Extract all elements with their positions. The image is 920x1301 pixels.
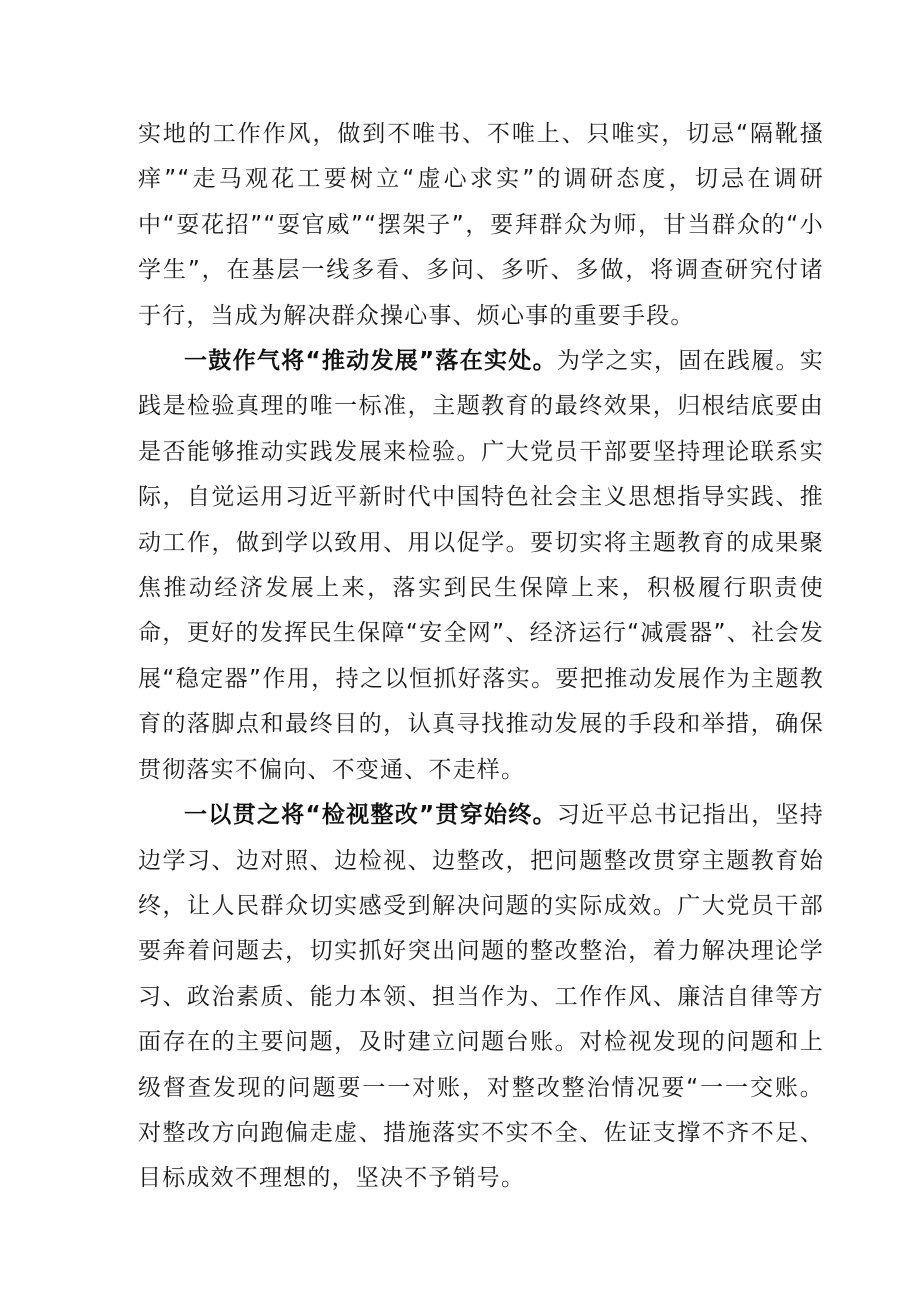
paragraph-text: 为学之实，固在践履。实践是检验真理的唯一标准，主题教育的最终效果，归根结底要由是否能够推动实践发展来检验。广大党员干部要坚持理论联系实际，自觉运用习近平新时代中国特色社会主义思想指导实践、推动工作，做到学以致用、用以促学。要切实将主题教育的成果聚焦推动经济发展上来，落实到民生保障上来，积极履行职责使命，更好的发挥民生保障“安全网”、经济运行“减震器”、社会发展“稳定器”作用，持之以恒抓好落实。要把推动发展作为主题教育的落脚点和最终目的，认真寻找推动发展的手段和举措，确保贯彻落实不偏向、不变通、不走样。 <box>138 348 824 783</box>
paragraph-heading: 一以贯之将“检视整改”贯穿始终。 <box>184 802 557 829</box>
paragraph-inspection-rectification <box>138 793 824 1202</box>
paragraph-continuation <box>138 112 824 339</box>
paragraph-promote-development <box>138 339 824 793</box>
paragraph-text: 实地的工作作风，做到不唯书、不唯上、只唯实，切忌“隔靴搔痒”“走马观花工要树立“虚心求实”的调研态度，切忌在调研中“耍花招”“耍官威”“摆架子”，要拜群众为师，甘当群众的“小学生”，在基层一线多看、多问、多听、多做，将调查研究付诸于行，当成为解决群众操心事、烦心事的重要手段。 <box>138 121 824 329</box>
paragraph-text: 习近平总书记指出，坚持边学习、边对照、边检视、边整改，把问题整改贯穿主题教育始终，让人民群众切实感受到解决问题的实际成效。广大党员干部要奔着问题去，切实抓好突出问题的整改整治，着力解决理论学习、政治素质、能力本领、担当作为、工作作风、廉洁自律等方面存在的主要问题，及时建立问题台账。对检视发现的问题和上级督查发现的问题要一一对账，对整改整治情况要“一一交账。对整改方向跑偏走虚、措施落实不实不全、佐证支撑不齐不足、目标成效不理想的，坚决不予销号。 <box>138 802 824 1192</box>
document-body <box>138 112 824 1202</box>
paragraph-heading: 一鼓作气将“推动发展”落在实处。 <box>184 348 557 375</box>
